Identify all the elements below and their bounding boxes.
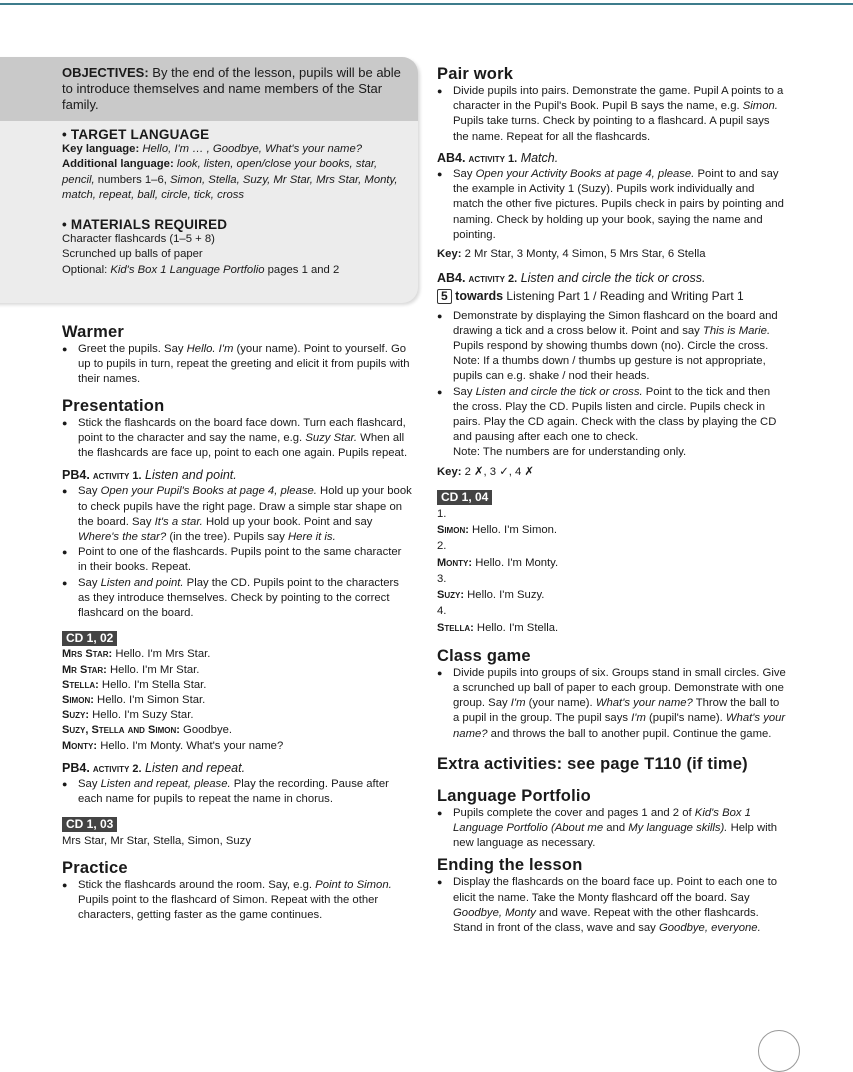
language-portfolio-list [437,806,787,852]
ab4-activity-1-key: Key: 2 Mr Star, 3 Monty, 4 Simon, 5 Mrs Star, 6 Stella [437,248,706,261]
language-portfolio-title: Language Portfolio [437,786,591,805]
list-item: ● Stick the flashcards around the room. Say, e.g. Point to Simon. Pupils point to the flashcard of Simon. Repeat with the other characters, getting faster as the game continues. [62,878,412,924]
materials-line-1: Character flashcards (1–5 + 8) [62,233,215,246]
transcript-line: Suzy: Hello. I'm Suzy Star. [62,709,194,722]
transcript-number: 4. [437,605,447,618]
cd-1-04-transcript [437,506,787,636]
cd-1-02-badge-row [62,631,412,647]
pb4-activity-2-heading: PB4. activity 2. Listen and repeat. [62,760,246,775]
right-column [437,64,787,936]
cd-1-03-badge-row [62,817,412,833]
presentation-title: Presentation [62,396,165,415]
pair-work-title: Pair work [437,65,514,83]
towards-exam-icon: 5 [437,289,452,304]
objectives-text: OBJECTIVES: By the end of the lesson, pupils will be able to introduce themselves and name members of the Star family. [62,65,401,112]
presentation-bullet: ● Stick the flashcards on the board face down. Turn each flashcard, point to the character and say the name, e.g. Suzy Star. When all the flashcards are face up, point to each one again. Pupils repeat. [62,416,412,462]
materials-line-2: Scrunched up balls of paper [62,248,203,261]
target-language-title: • TARGET LANGUAGE [62,127,210,142]
extra-activities-title: Extra activities: see page T110 (if time) [437,754,748,773]
list-item: ● Say Open your Activity Books at page 4, please. Point to and say the example in Activity 1 (Suzy). Pupils work individually and match the other five pictures. Pupils check in pairs by pointing and naming. Check by holding up your book, saying the name and pointing. [437,167,787,243]
ab4-activity-2-key: Key: 2 ✗, 3 ✓, 4 ✗ [437,465,534,478]
transcript-line: Monty: Hello. I'm Monty. [437,556,559,569]
ending-title: Ending the lesson [437,856,583,875]
transcript-line: Simon: Hello. I'm Simon Star. [62,694,206,707]
left-column [62,322,412,924]
ab4-activity-2-list [437,309,787,461]
list-item: ● Say Open your Pupil's Books at page 4, please. Hold up your book to check pupils have the right page. Draw a simple star shape on the board. Say It's a star. Hold up your book. Point and say Where's the star? (in the tree). Pupils say Here it is. [62,484,412,545]
materials-title: • MATERIALS REQUIRED [62,217,228,233]
cd-1-04-badge-row [437,490,787,506]
list-item: ● Display the flashcards on the board face up. Point to each one to elicit the name. Take the Monty flashcard off the board. Say Goodbye, Monty and wave. Repeat with the other flashcards. Stand in front of the class, wave and say Goodbye, everyone. [437,875,787,936]
page-number-badge [758,1030,800,1072]
towards-exam-line: 5 towards Listening Part 1 / Reading and Writing Part 1 [437,289,787,305]
warmer-title: Warmer [62,323,125,341]
pb4-activity-2-list [62,777,412,807]
note: Note: If a thumbs down / thumbs up gesture is not appropriate, pupils can e.g. shake / nod their heads. [453,355,766,383]
pb4-activity-1-heading: PB4. activity 1. Listen and point. [62,468,237,483]
ab4-activity-1-list [437,167,787,243]
transcript-line: Suzy, Stella and Simon: Goodbye. [62,724,233,737]
practice-list [62,878,412,924]
warmer-bullet: ● Greet the pupils. Say Hello. I'm (your name). Point to yourself. Go up to pupils in turn, repeat the greeting and elicit it from pupils with their names. [62,342,412,388]
materials-line-3: Optional: Kid's Box 1 Language Portfolio pages 1 and 2 [62,263,340,276]
transcript-number: 3. [437,572,447,585]
cd-1-02-transcript [62,647,412,753]
ab4-activity-2-heading: AB4. activity 2. Listen and circle the tick or cross. [437,271,706,286]
pb4-activity-1-list [62,484,412,621]
additional-language: Additional language: look, listen, open/close your books, star, pencil, numbers 1–6, Simon, Stella, Suzy, Mr Star, Mrs Star, Monty, match, repeat, ball, circle, tick, cross [62,158,398,201]
class-game-list [437,666,787,742]
practice-title: Practice [62,858,128,877]
transcript-line: Suzy: Hello. I'm Suzy. [437,589,545,602]
transcript-line: Simon: Hello. I'm Simon. [437,524,558,537]
ab4-activity-1-heading: AB4. activity 1. Match. [437,150,559,165]
list-item: ● Pupils complete the cover and pages 1 and 2 of Kid's Box 1 Language Portfolio (About me and My language skills). Help with new language as necessary. [437,806,787,852]
pair-work-list [437,84,787,145]
list-item: ● Demonstrate by displaying the Simon flashcard on the board and drawing a tick and a cross below it. Point and say This is Marie. Pupils respond by showing thumbs down (no). Circle the cross. Note: If a thumbs down / thumbs up gesture is not appropriate, pupils can e.g. shake / nod their heads. [437,309,787,385]
cd-badge: CD 1, 03 [62,817,117,832]
transcript-line: Mr Star: Hello. I'm Mr Star. [62,663,200,676]
transcript-line: Mrs Star: Hello. I'm Mrs Star. [62,648,211,661]
cd-1-03-transcript: Mrs Star, Mr Star, Stella, Simon, Suzy [62,834,251,847]
transcript-line: Stella: Hello. I'm Stella. [437,621,559,634]
cd-badge: CD 1, 04 [437,490,492,505]
left-column-top [62,65,412,278]
note: Note: The numbers are for understanding only. [453,446,687,459]
transcript-line: Monty: Hello. I'm Monty. What's your name? [62,739,284,752]
transcript-line: Stella: Hello. I'm Stella Star. [62,678,207,691]
header-rule [0,3,853,5]
list-item: ● Point to one of the flashcards. Pupils point to the same character in their books. Repeat. [62,545,412,575]
list-item: ● Divide pupils into pairs. Demonstrate the game. Pupil A points to a character in the Pupil's Book. Pupil B says the name, e.g. Simon. Pupils take turns. Check by pointing to a flashcard. A pupil says the name. Repeat for all the flashcards. [437,84,787,145]
warmer-list [62,342,412,388]
ending-list [437,875,787,936]
list-item: ● Say Listen and repeat, please. Play the recording. Pause after each name for pupils to repeat the name in chorus. [62,777,412,807]
class-game-title: Class game [437,646,531,665]
transcript-number: 2. [437,540,447,553]
transcript-number: 1. [437,508,447,521]
list-item: ● Say Listen and point. Play the CD. Pupils point to the characters as they introduce themselves. Check by pointing to the correct flashcard on the board. [62,576,412,622]
key-language: Key language: Hello, I'm … , Goodbye, What's your name? [62,143,363,156]
cd-badge: CD 1, 02 [62,631,117,646]
presentation-list [62,416,412,462]
list-item: ● Say Listen and circle the tick or cross. Point to the tick and then the cross. Play the CD. Pupils listen and circle. Pupils check in pairs. Play the CD again. Check with the class by playing the CD and pausing after each one to check. Note: The numbers are for understanding only. [437,385,787,461]
list-item: ● Divide pupils into groups of six. Groups stand in small circles. Give a scrunched up ball of paper to each group. Demonstrate with one group. Say I'm (your name). What's your name? Throw the ball to a pupil in the group. The pupil says I'm (pupil's name). What's your name? and throws the ball to another pupil. Continue the game. [437,666,787,742]
